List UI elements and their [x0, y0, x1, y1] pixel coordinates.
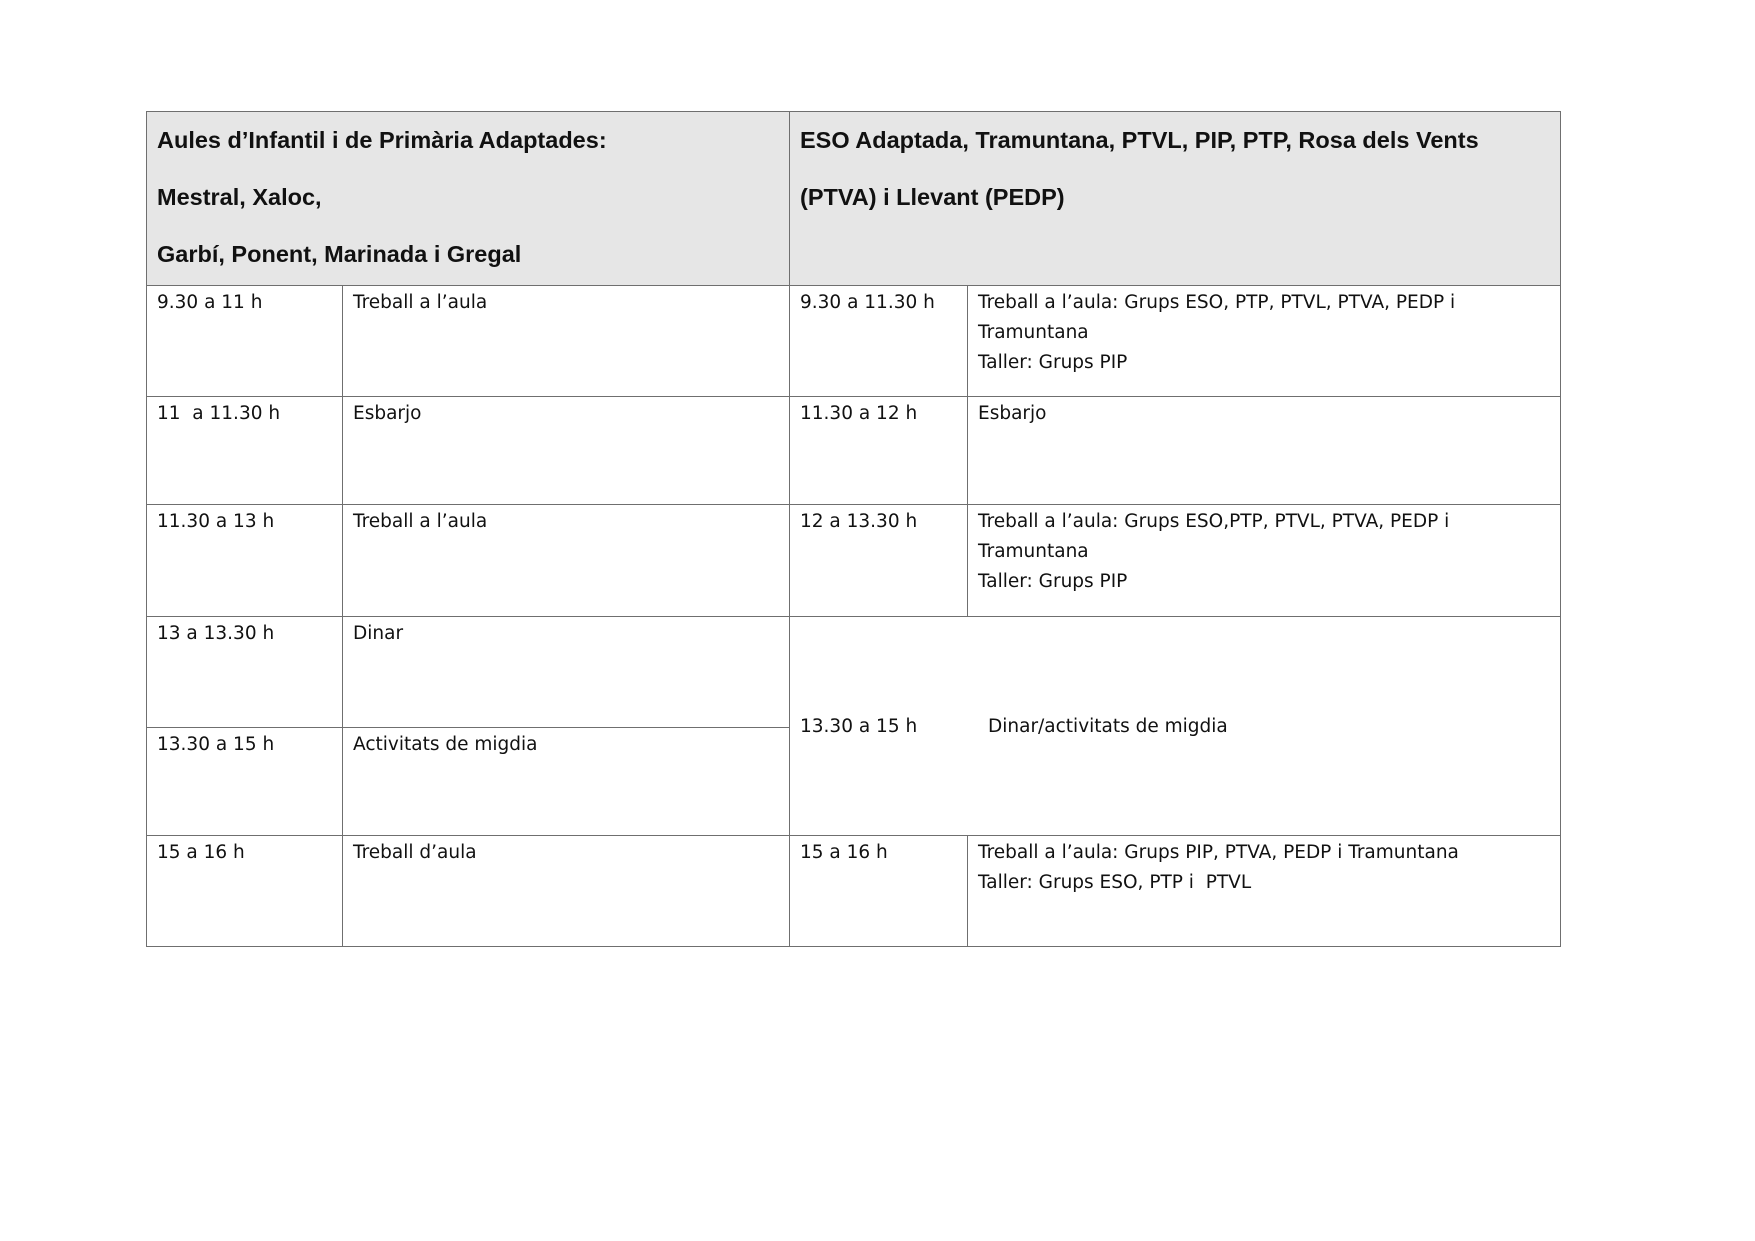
left-activity-cell — [343, 617, 790, 728]
header-left-line: Mestral, Xaloc, — [157, 184, 322, 210]
table-row — [147, 286, 1561, 397]
right-time-cell — [790, 505, 968, 617]
right-time: 12 a 13.30 h — [800, 511, 918, 532]
right-time: 13.30 a 15 h — [800, 715, 918, 737]
table-row — [147, 505, 1561, 617]
right-time: 11.30 a 12 h — [800, 403, 918, 424]
right-activity-line: Tramuntana — [978, 322, 1089, 343]
header-right-line: (PTVA) i Llevant (PEDP) — [800, 184, 1065, 210]
table-row — [147, 397, 1561, 505]
left-time: 13.30 a 15 h — [157, 734, 275, 755]
right-activity-line: Dinar/activitats de migdia — [988, 715, 1228, 737]
left-activity-cell — [343, 397, 790, 505]
right-activity-cell — [968, 286, 1561, 397]
right-time-cell — [790, 397, 968, 505]
header-left-line: Garbí, Ponent, Marinada i Gregal — [157, 241, 522, 267]
right-activity-line: Treball a l’aula: Grups PIP, PTVA, PEDP i Tramuntana — [978, 842, 1459, 863]
right-activity-line: Treball a l’aula: Grups ESO,PTP, PTVL, PTVA, PEDP i — [978, 511, 1450, 532]
right-activity-line: Taller: Grups PIP — [978, 571, 1128, 592]
left-time-cell — [147, 397, 343, 505]
right-activity-line: Taller: Grups ESO, PTP i PTVL — [978, 872, 1252, 893]
left-time-cell — [147, 617, 343, 728]
header-left — [147, 112, 790, 286]
left-activity-cell — [343, 286, 790, 397]
right-activity-line: Tramuntana — [978, 541, 1089, 562]
left-time: 9.30 a 11 h — [157, 292, 263, 313]
left-activity: Treball a l’aula — [353, 292, 488, 313]
left-activity-cell — [343, 836, 790, 947]
left-activity-cell — [343, 728, 790, 836]
right-activity-cell — [968, 397, 1561, 505]
header-right-line: ESO Adaptada, Tramuntana, PTVL, PIP, PTP, Rosa dels Vents — [800, 127, 1479, 153]
right-activity-line: Taller: Grups PIP — [978, 352, 1128, 373]
schedule-table — [146, 111, 1561, 947]
left-time: 11.30 a 13 h — [157, 511, 275, 532]
right-activity-line: Treball a l’aula: Grups ESO, PTP, PTVL, PTVA, PEDP i — [978, 292, 1456, 313]
right-time: 15 a 16 h — [800, 842, 888, 863]
right-time: 9.30 a 11.30 h — [800, 292, 935, 313]
table-row — [147, 617, 1561, 728]
left-time-cell — [147, 836, 343, 947]
right-activity-cell — [968, 836, 1561, 947]
left-activity: Treball d’aula — [353, 842, 477, 863]
left-time: 15 a 16 h — [157, 842, 245, 863]
table-row — [147, 836, 1561, 947]
left-time-cell — [147, 728, 343, 836]
left-activity: Esbarjo — [353, 403, 422, 424]
header-row — [147, 112, 1561, 286]
left-time: 11 a 11.30 h — [157, 403, 281, 424]
left-activity: Dinar — [353, 623, 404, 644]
right-merged-cell — [790, 617, 1561, 836]
left-time: 13 a 13.30 h — [157, 623, 275, 644]
left-activity: Treball a l’aula — [353, 511, 488, 532]
header-right — [790, 112, 1561, 286]
right-activity-line: Esbarjo — [978, 403, 1047, 424]
left-time-cell — [147, 505, 343, 617]
left-time-cell — [147, 286, 343, 397]
header-left-line: Aules d’Infantil i de Primària Adaptades: — [157, 127, 607, 153]
right-activity-cell — [968, 505, 1561, 617]
left-activity: Activitats de migdia — [353, 734, 538, 755]
right-time-cell — [790, 286, 968, 397]
right-time-cell — [790, 836, 968, 947]
left-activity-cell — [343, 505, 790, 617]
